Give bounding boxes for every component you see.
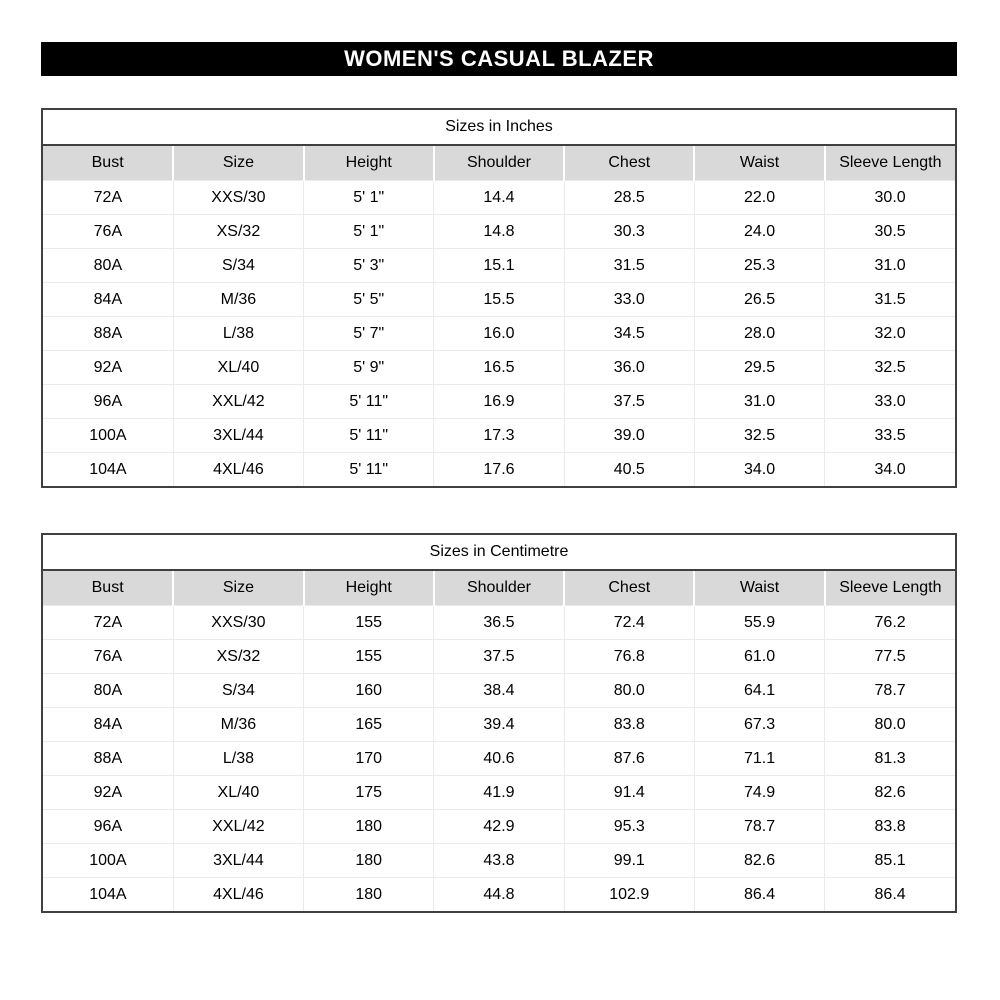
table-cell: L/38 (173, 742, 303, 776)
table-cell: 83.8 (825, 810, 955, 844)
table-cell: 31.5 (564, 249, 694, 283)
table-cell: 96A (43, 810, 173, 844)
table-row (43, 181, 955, 215)
table-cell: 64.1 (694, 674, 824, 708)
table-cell: 92A (43, 776, 173, 810)
table-cell: XXL/42 (173, 810, 303, 844)
table-cell: 180 (304, 844, 434, 878)
column-header-shoulder: Shoulder (434, 146, 564, 181)
table-cell: 5' 11" (304, 385, 434, 419)
table-cell: 38.4 (434, 674, 564, 708)
table-cell: 5' 9" (304, 351, 434, 385)
table-cell: 30.5 (825, 215, 955, 249)
table-cell: XXS/30 (173, 606, 303, 640)
table-cell: 76A (43, 640, 173, 674)
table-cell: 165 (304, 708, 434, 742)
table-cell: S/34 (173, 249, 303, 283)
table-cell: 85.1 (825, 844, 955, 878)
table-row (43, 742, 955, 776)
table-row (43, 419, 955, 453)
table-cell: 30.0 (825, 181, 955, 215)
table-cell: 76.8 (564, 640, 694, 674)
table-cell: 36.5 (434, 606, 564, 640)
table-cell: XS/32 (173, 215, 303, 249)
table-cell: 15.1 (434, 249, 564, 283)
table-cell: 170 (304, 742, 434, 776)
table-cell: 88A (43, 742, 173, 776)
table-cell: 155 (304, 640, 434, 674)
table-cell: 33.0 (825, 385, 955, 419)
table-cell: 96A (43, 385, 173, 419)
table-cell: 28.5 (564, 181, 694, 215)
table-row (43, 878, 955, 912)
table-cell: 99.1 (564, 844, 694, 878)
table-cell: 42.9 (434, 810, 564, 844)
table-cell: 4XL/46 (173, 453, 303, 487)
table-cell: L/38 (173, 317, 303, 351)
table-cell: 31.5 (825, 283, 955, 317)
table-cell: 61.0 (694, 640, 824, 674)
header-row (43, 571, 955, 606)
table-cell: 36.0 (564, 351, 694, 385)
table-cell: 14.8 (434, 215, 564, 249)
table-cell: 26.5 (694, 283, 824, 317)
table-cell: 39.0 (564, 419, 694, 453)
table-row (43, 776, 955, 810)
table-row (43, 317, 955, 351)
inches-table-header (43, 146, 955, 181)
table-cell: 32.5 (694, 419, 824, 453)
table-cell: 34.5 (564, 317, 694, 351)
table-cell: 40.6 (434, 742, 564, 776)
table-cell: 84A (43, 708, 173, 742)
table-cell: 82.6 (825, 776, 955, 810)
table-row (43, 385, 955, 419)
table-cell: 102.9 (564, 878, 694, 912)
table-cell: 77.5 (825, 640, 955, 674)
table-cell: 78.7 (825, 674, 955, 708)
table-cell: 28.0 (694, 317, 824, 351)
column-header-sleeve-length: Sleeve Length (825, 571, 955, 606)
table-cell: 29.5 (694, 351, 824, 385)
table-cell: 30.3 (564, 215, 694, 249)
inches-table (43, 146, 955, 486)
table-cell: 88A (43, 317, 173, 351)
table-cell: 81.3 (825, 742, 955, 776)
table-cell: 76.2 (825, 606, 955, 640)
table-cell: 5' 5" (304, 283, 434, 317)
table-cell: 86.4 (825, 878, 955, 912)
table-cell: M/36 (173, 708, 303, 742)
table-cell: 39.4 (434, 708, 564, 742)
table-cell: 43.8 (434, 844, 564, 878)
table-cell: 180 (304, 810, 434, 844)
inches-table-title: Sizes in Inches (43, 110, 955, 146)
table-cell: 72.4 (564, 606, 694, 640)
table-cell: 31.0 (694, 385, 824, 419)
table-cell: 55.9 (694, 606, 824, 640)
table-cell: S/34 (173, 674, 303, 708)
table-cell: XXL/42 (173, 385, 303, 419)
inches-size-table (41, 108, 957, 488)
table-cell: 87.6 (564, 742, 694, 776)
table-cell: 17.6 (434, 453, 564, 487)
table-cell: XL/40 (173, 351, 303, 385)
table-cell: 25.3 (694, 249, 824, 283)
table-cell: 5' 3" (304, 249, 434, 283)
table-cell: 100A (43, 844, 173, 878)
table-cell: 100A (43, 419, 173, 453)
centimetre-table-header (43, 571, 955, 606)
table-cell: 24.0 (694, 215, 824, 249)
product-title: WOMEN'S CASUAL BLAZER (344, 46, 654, 71)
table-cell: 160 (304, 674, 434, 708)
table-cell: 76A (43, 215, 173, 249)
column-header-size: Size (173, 146, 303, 181)
table-cell: 40.5 (564, 453, 694, 487)
table-cell: 34.0 (825, 453, 955, 487)
table-cell: 5' 1" (304, 215, 434, 249)
table-row (43, 844, 955, 878)
table-cell: 95.3 (564, 810, 694, 844)
table-row (43, 640, 955, 674)
table-cell: 15.5 (434, 283, 564, 317)
table-cell: XXS/30 (173, 181, 303, 215)
table-cell: 32.0 (825, 317, 955, 351)
table-cell: 17.3 (434, 419, 564, 453)
table-row (43, 810, 955, 844)
table-row (43, 674, 955, 708)
table-cell: 67.3 (694, 708, 824, 742)
column-header-bust: Bust (43, 146, 173, 181)
centimetre-size-table (41, 533, 957, 913)
table-cell: 44.8 (434, 878, 564, 912)
table-cell: 22.0 (694, 181, 824, 215)
centimetre-table (43, 571, 955, 911)
column-header-sleeve-length: Sleeve Length (825, 146, 955, 181)
column-header-waist: Waist (694, 146, 824, 181)
table-cell: 3XL/44 (173, 419, 303, 453)
table-cell: 37.5 (564, 385, 694, 419)
table-cell: 84A (43, 283, 173, 317)
column-header-chest: Chest (564, 571, 694, 606)
table-cell: 104A (43, 878, 173, 912)
column-header-waist: Waist (694, 571, 824, 606)
table-cell: 32.5 (825, 351, 955, 385)
table-cell: 5' 11" (304, 419, 434, 453)
header-row (43, 146, 955, 181)
table-row (43, 708, 955, 742)
table-cell: 5' 1" (304, 181, 434, 215)
table-cell: 4XL/46 (173, 878, 303, 912)
table-cell: 180 (304, 878, 434, 912)
table-cell: 5' 7" (304, 317, 434, 351)
table-cell: 37.5 (434, 640, 564, 674)
column-header-height: Height (304, 146, 434, 181)
table-cell: 72A (43, 606, 173, 640)
table-cell: 14.4 (434, 181, 564, 215)
table-cell: 175 (304, 776, 434, 810)
table-row (43, 283, 955, 317)
table-cell: 92A (43, 351, 173, 385)
table-cell: 91.4 (564, 776, 694, 810)
table-cell: 5' 11" (304, 453, 434, 487)
table-cell: 104A (43, 453, 173, 487)
product-title-banner (41, 42, 957, 76)
table-cell: 83.8 (564, 708, 694, 742)
table-cell: 16.9 (434, 385, 564, 419)
table-row (43, 215, 955, 249)
column-header-chest: Chest (564, 146, 694, 181)
table-cell: 41.9 (434, 776, 564, 810)
table-cell: 33.0 (564, 283, 694, 317)
centimetre-table-body (43, 606, 955, 912)
table-cell: XL/40 (173, 776, 303, 810)
table-cell: 3XL/44 (173, 844, 303, 878)
table-cell: 78.7 (694, 810, 824, 844)
table-cell: M/36 (173, 283, 303, 317)
table-cell: 80.0 (564, 674, 694, 708)
table-cell: 71.1 (694, 742, 824, 776)
centimetre-table-title: Sizes in Centimetre (43, 535, 955, 571)
table-cell: 86.4 (694, 878, 824, 912)
column-header-size: Size (173, 571, 303, 606)
table-cell: XS/32 (173, 640, 303, 674)
table-cell: 80A (43, 674, 173, 708)
column-header-shoulder: Shoulder (434, 571, 564, 606)
table-cell: 34.0 (694, 453, 824, 487)
inches-table-body (43, 181, 955, 487)
table-cell: 80A (43, 249, 173, 283)
table-row (43, 606, 955, 640)
table-cell: 31.0 (825, 249, 955, 283)
table-cell: 33.5 (825, 419, 955, 453)
table-cell: 16.0 (434, 317, 564, 351)
column-header-bust: Bust (43, 571, 173, 606)
table-cell: 74.9 (694, 776, 824, 810)
table-cell: 155 (304, 606, 434, 640)
table-cell: 16.5 (434, 351, 564, 385)
table-cell: 72A (43, 181, 173, 215)
table-cell: 82.6 (694, 844, 824, 878)
table-row (43, 453, 955, 487)
table-cell: 80.0 (825, 708, 955, 742)
table-row (43, 249, 955, 283)
column-header-height: Height (304, 571, 434, 606)
table-row (43, 351, 955, 385)
